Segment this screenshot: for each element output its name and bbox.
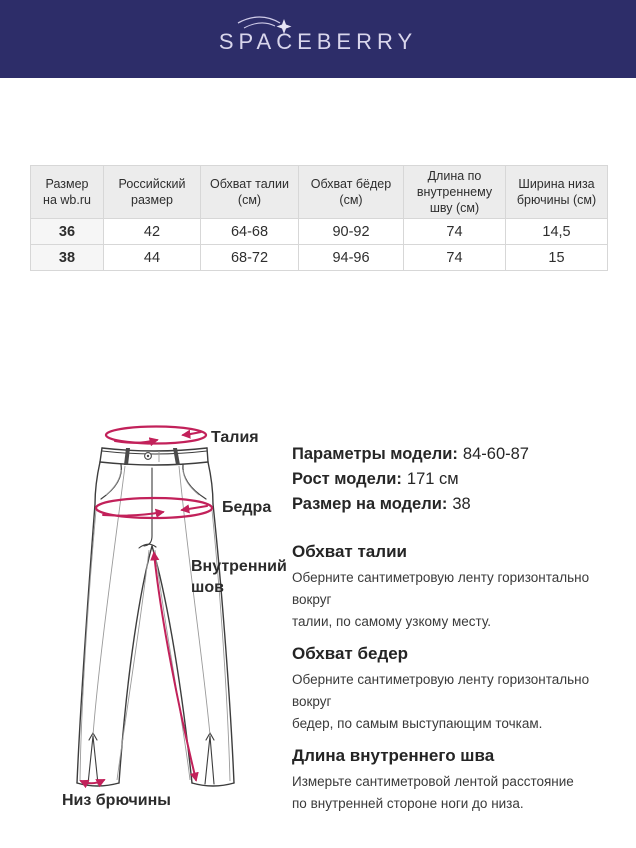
section-inseam-text-line: по внутренней стороне ноги до низа. (292, 796, 524, 811)
cell-hem-width: 15 (506, 245, 608, 271)
inner-seam-label: Внутренний шов (191, 558, 287, 596)
brand-header (0, 0, 636, 78)
waist-label: Талия (211, 429, 259, 446)
hips-measure-ellipse (96, 498, 212, 518)
section-hips-text-line: бедер, по самым выступающим точкам. (292, 716, 543, 731)
col-header-wb-size: Размер на wb.ru (31, 166, 104, 219)
model-height-label: Рост модели: (292, 470, 402, 488)
cell-hips: 90-92 (299, 219, 404, 245)
section-hips-text-line: Оберните сантиметровую ленту горизонтально вокруг (292, 672, 590, 709)
model-info (292, 442, 529, 517)
section-hips-title: Обхват бедер (292, 644, 409, 663)
hem-measure-arrow (81, 780, 104, 783)
section-waist-text-line: талии, по самому узкому месту. (292, 614, 492, 629)
section-hips (292, 643, 622, 735)
cell-hem-width: 14,5 (506, 219, 608, 245)
brand-logo: SPACEBERRY (218, 29, 418, 54)
table-row (31, 219, 608, 245)
cell-wb-size: 38 (31, 245, 104, 271)
model-parameters-value: 84-60-87 (462, 445, 529, 463)
cell-inseam: 74 (404, 245, 506, 271)
section-inseam-text-line: Измерьте сантиметровой лентой расстояние (292, 774, 574, 789)
hem-label: Низ брючины (62, 792, 171, 809)
trousers-drawing (55, 420, 290, 812)
col-header-hem-width: Ширина низа брючины (см) (506, 166, 608, 219)
model-parameters-line (292, 442, 529, 467)
model-height-line (292, 467, 529, 492)
model-size-line (292, 492, 529, 517)
section-inseam (292, 745, 622, 815)
col-header-ru-size: Российский размер (104, 166, 201, 219)
trousers-crease-lines (80, 451, 230, 781)
table-row (31, 245, 608, 271)
cell-ru-size: 42 (104, 219, 201, 245)
hips-label: Бедра (222, 499, 272, 516)
section-waist-title: Обхват талии (292, 542, 407, 561)
model-size-label: Размер на модели: (292, 495, 448, 513)
col-header-inseam: Длина по внутреннему шву (см) (404, 166, 506, 219)
waist-measure-ellipse (106, 427, 206, 444)
col-header-waist: Обхват талии (см) (201, 166, 299, 219)
cell-wb-size: 36 (31, 219, 104, 245)
section-waist (292, 541, 622, 633)
size-table-header-row (31, 166, 608, 219)
section-inseam-title: Длина внутреннего шва (292, 746, 495, 765)
model-parameters-label: Параметры модели: (292, 445, 458, 463)
cell-waist: 64-68 (201, 219, 299, 245)
model-size-value: 38 (452, 495, 471, 513)
measure-sections (292, 541, 622, 825)
model-height-value: 171 см (406, 470, 459, 488)
cell-ru-size: 44 (104, 245, 201, 271)
section-waist-text-line: Оберните сантиметровую ленту горизонтально вокруг (292, 570, 590, 607)
cell-waist: 68-72 (201, 245, 299, 271)
cell-inseam: 74 (404, 219, 506, 245)
size-table (30, 165, 608, 271)
cell-hips: 94-96 (299, 245, 404, 271)
col-header-hips: Обхват бёдер (см) (299, 166, 404, 219)
